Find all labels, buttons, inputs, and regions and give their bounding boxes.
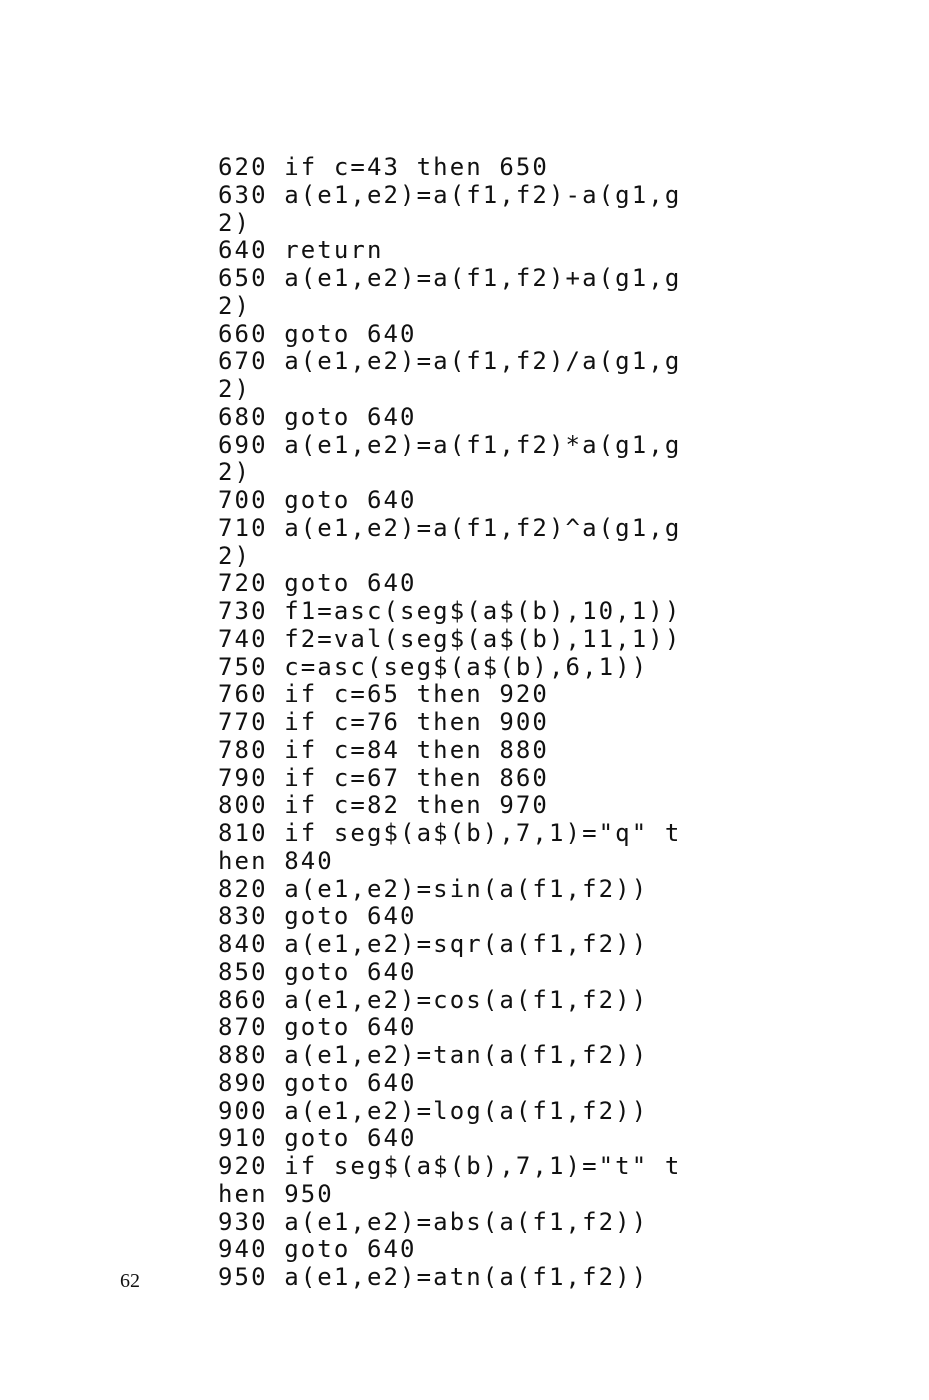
- code-line: 2): [218, 541, 252, 570]
- code-line: 810 if seg$(a$(b),7,1)="q" t: [218, 819, 682, 847]
- code-line: 850 goto 640: [218, 957, 417, 986]
- code-line: hen 840: [218, 846, 334, 875]
- code-line: 880 a(e1,e2)=tan(a(f1,f2)): [218, 1041, 649, 1069]
- code-line: 740 f2=val(seg$(a$(b),11,1)): [218, 624, 682, 653]
- code-line: 680 goto 640: [218, 402, 417, 431]
- code-line: 860 a(e1,e2)=cos(a(f1,f2)): [218, 985, 649, 1014]
- code-line: 2): [218, 208, 252, 237]
- code-line: 920 if seg$(a$(b),7,1)="t" t: [218, 1152, 682, 1180]
- code-line: 2): [218, 458, 252, 487]
- code-line: 900 a(e1,e2)=log(a(f1,f2)): [218, 1096, 649, 1125]
- code-listing: [218, 154, 918, 1292]
- code-line: 780 if c=84 then 880: [218, 735, 549, 764]
- code-line: 820 a(e1,e2)=sin(a(f1,f2)): [218, 874, 649, 903]
- code-line: 750 c=asc(seg$(a$(b),6,1)): [218, 652, 649, 681]
- code-line: 770 if c=76 then 900: [218, 708, 549, 736]
- code-line: 940 goto 640: [218, 1235, 417, 1264]
- code-line: 720 goto 640: [218, 569, 417, 598]
- code-line: 670 a(e1,e2)=a(f1,f2)/a(g1,g: [218, 347, 682, 376]
- page-number: 62: [120, 1270, 140, 1292]
- code-line: 2): [218, 291, 252, 320]
- code-line: 690 a(e1,e2)=a(f1,f2)*a(g1,g: [218, 430, 682, 459]
- code-line: 890 goto 640: [218, 1068, 417, 1097]
- code-line: 790 if c=67 then 860: [218, 763, 549, 792]
- code-line: 2): [218, 375, 252, 403]
- code-line: 710 a(e1,e2)=a(f1,f2)^a(g1,g: [218, 513, 682, 542]
- code-line: 650 a(e1,e2)=a(f1,f2)+a(g1,g: [218, 264, 682, 292]
- code-line: 660 goto 640: [218, 319, 417, 348]
- code-line: 870 goto 640: [218, 1013, 417, 1042]
- code-line: 930 a(e1,e2)=abs(a(f1,f2)): [218, 1207, 649, 1236]
- code-line: 700 goto 640: [218, 486, 417, 514]
- code-line: 950 a(e1,e2)=atn(a(f1,f2)): [218, 1263, 649, 1291]
- code-line: 800 if c=82 then 970: [218, 791, 549, 820]
- code-line: 630 a(e1,e2)=a(f1,f2)-a(g1,g: [218, 180, 682, 209]
- code-line: 910 goto 640: [218, 1124, 417, 1153]
- code-line: 830 goto 640: [218, 902, 417, 931]
- code-line: 620 if c=43 then 650: [218, 153, 549, 181]
- code-line: 640 return: [218, 236, 384, 265]
- code-line: 730 f1=asc(seg$(a$(b),10,1)): [218, 597, 682, 625]
- code-line: hen 950: [218, 1179, 334, 1208]
- code-line: 760 if c=65 then 920: [218, 680, 549, 709]
- code-line: 840 a(e1,e2)=sqr(a(f1,f2)): [218, 930, 649, 958]
